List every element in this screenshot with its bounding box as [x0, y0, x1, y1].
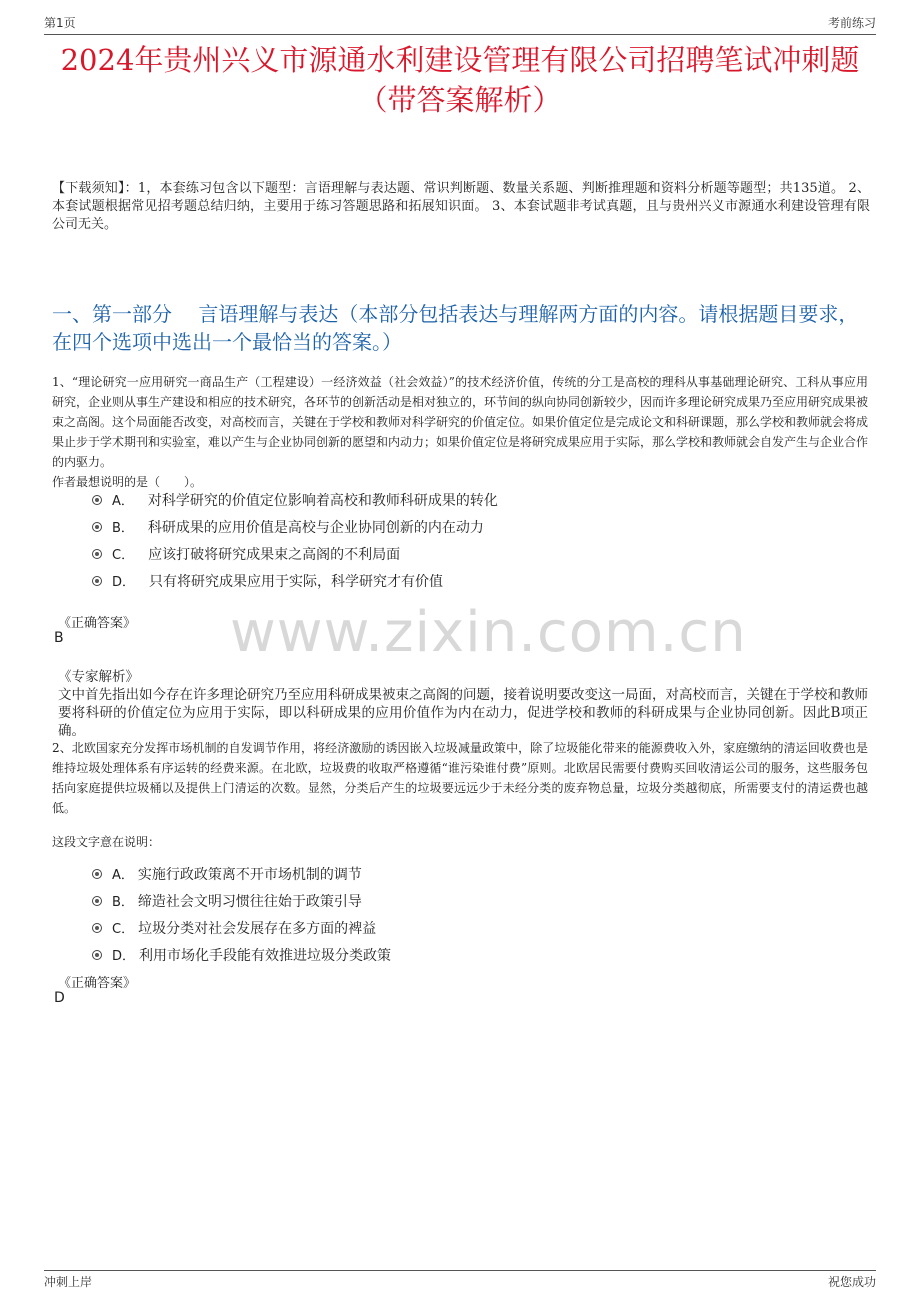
question-1 — [52, 372, 868, 492]
radio-icon[interactable] — [92, 950, 102, 960]
watermark: www.zixin.com.cn — [230, 600, 747, 665]
radio-icon[interactable] — [92, 576, 102, 586]
question-1-stem: 1、“理论研究一应用研究一商品生产（工程建设）一经济效益（社会效益）”的技术经济价值，传统的分工是高校的理科从事基础理论研究、工科从事应用研究，企业则从事生产建设和相应的技术研究，各环节的创新活动是相对独立的，环节间的纵向协同创新较少，因而许多理论研究成果乃至应用研究成果被束之高阁。这个局面能否改变，对高校而言，关键在于学校和教师对科学研究的价值定位。如果价值定位是完成论文和科研课题，那么学校和教师就会将成果止步于学术期刊和实验室，难以产生与企业协同创新的愿望和内动力；如果价值定位是将研究成果应用于实际，那么学校和教师就会自发产生与企业合作的内驱力。 — [52, 375, 869, 469]
question-2-stem: 2、北欧国家充分发挥市场机制的自发调节作用，将经济激励的诱因嵌入垃圾减量政策中，除了垃圾能化带来的能源费收入外，家庭缴纳的清运回收费也是维持垃圾处理体系有序运转的经费来源。在北欧，垃圾费的收取严格遵循“谁污染谁付费”原则。北欧居民需要付费购买回收清运公司的服务，这些服务包括向家庭提供垃圾桶以及提供上门清运的次数。显然，分类后产生的垃圾要远远少于未经分类的废弃物总量，垃圾分类越彻底，所需要支付的清运费也越低。 — [52, 741, 868, 815]
question-1-ask: 作者最想说明的是（ ）。 — [52, 475, 203, 489]
question-1-analysis-label: 《专家解析》 — [58, 669, 139, 685]
radio-icon[interactable] — [92, 896, 102, 906]
question-2-ask: 这段文字意在说明： — [52, 835, 161, 849]
header-label: 考前练习 — [827, 16, 876, 30]
radio-icon[interactable] — [92, 495, 102, 505]
download-notice: 【下载须知】：1，本套练习包含以下题型：言语理解与表达题、常识判断题、数量关系题、判断推理题和资料分析题等题型；共135道。 2、本套试题根据常见招考题总结归纳，主要用于练习答题思路和拓展知识面。 3、本套试题非考试真题，且与贵州兴义市源通水利建设管理有限公司无关。 — [52, 181, 870, 232]
title-line-2: （带答案解析） — [358, 83, 562, 117]
question-2-answer-label: 《正确答案》 — [58, 976, 137, 991]
footer-left: 冲刺上岸 — [44, 1275, 93, 1289]
question-1-analysis — [58, 668, 868, 740]
page-header — [44, 14, 876, 35]
question-2-option-d[interactable]: D． 利用市场化手段能有效推进垃圾分类政策 — [92, 941, 391, 968]
question-1-option-a[interactable]: A． 对科学研究的价值定位影响着高校和教师科研成果的转化 — [92, 486, 498, 513]
question-2-option-b[interactable]: B． 缔造社会文明习惯往往始于政策引导 — [92, 887, 391, 914]
radio-icon[interactable] — [92, 923, 102, 933]
radio-icon[interactable] — [92, 549, 102, 559]
page-footer — [44, 1270, 876, 1293]
title-line-1: 2024年贵州兴义市源通水利建设管理有限公司招聘笔试冲刺题 — [60, 43, 860, 77]
question-1-option-c[interactable]: C． 应该打破将研究成果束之高阁的不利局面 — [92, 540, 498, 567]
question-2-options — [92, 860, 391, 968]
question-2-option-a[interactable]: A． 实施行政政策离不开市场机制的调节 — [92, 860, 391, 887]
page-number: 第1页 — [44, 16, 76, 30]
question-1-options — [92, 486, 498, 594]
question-1-option-b[interactable]: B． 科研成果的应用价值是高校与企业协同创新的内在动力 — [92, 513, 498, 540]
footer-right: 祝您成功 — [827, 1275, 876, 1289]
question-2-answer: D — [54, 990, 65, 1006]
question-1-answer-label: 《正确答案》 — [58, 616, 137, 631]
question-1-analysis-text: 文中首先指出如今存在许多理论研究乃至应用科研成果被束之高阁的问题，接着说明要改变这一局面，对高校而言，关键在于学校和教师要将科研的价值定位为应用于实际，即以科研成果的应用价值作为内在动力，促进学校和教师的科研成果与企业协同创新。因此B项正确。 — [58, 687, 868, 739]
question-2 — [52, 738, 868, 852]
question-1-answer: B — [54, 630, 64, 646]
document-title — [40, 40, 880, 120]
radio-icon[interactable] — [92, 869, 102, 879]
radio-icon[interactable] — [92, 522, 102, 532]
question-1-option-d[interactable]: D． 只有将研究成果应用于实际，科学研究才有价值 — [92, 567, 498, 594]
section-heading: 一、第一部分 言语理解与表达（本部分包括表达与理解两方面的内容。请根据题目要求，在四个选项中选出一个最恰当的答案。） — [52, 302, 859, 354]
question-2-option-c[interactable]: C． 垃圾分类对社会发展存在多方面的裨益 — [92, 914, 391, 941]
